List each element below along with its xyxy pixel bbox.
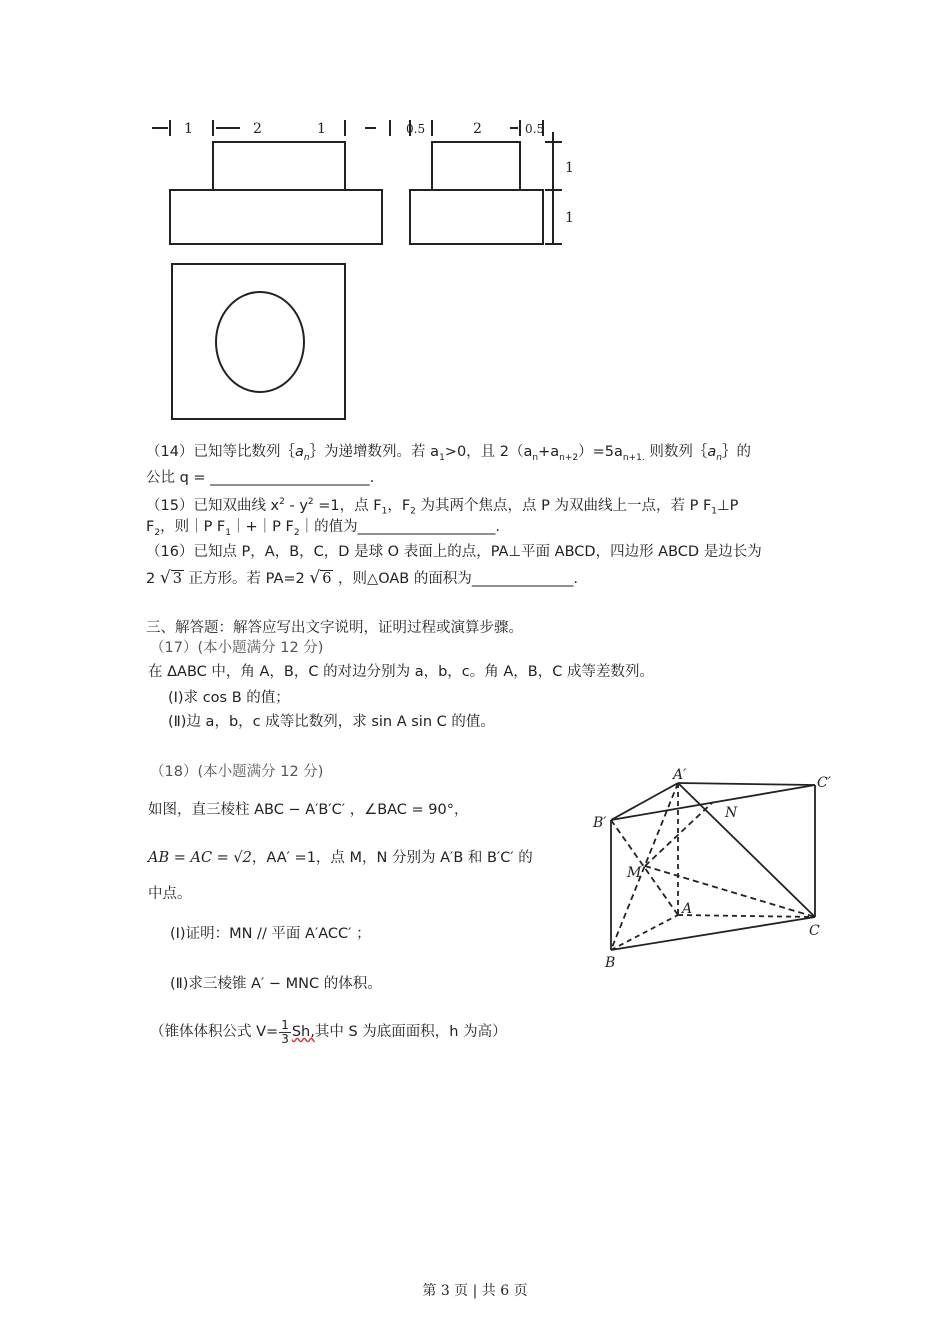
label-c: C — [809, 923, 820, 939]
label-a: A — [682, 901, 693, 917]
dim-height-2: 1 — [565, 210, 574, 226]
dim-side-2: 2 — [473, 121, 482, 137]
q14-line1: （14）已知等比数列$\{a_n\}$为递增数列。若 $a_1>0$，且 $2(a_n+a_{n+2})=5a_{n+1.}$ 则数列$\{a_n\}$的 — [146, 444, 751, 463]
q16-line2: 2 √ 3 正方形。若 PA=2 √ 6 ，则△OAB 的面积为______________. — [146, 568, 578, 588]
dim-front-2: 2 — [253, 121, 262, 137]
label-b-prime: B′ — [593, 815, 607, 831]
q16-line1: （16）已知点 P，A，B，C，D 是球 O 表面上的点，PA⊥平面 ABCD，四边形 ABCD 是边长为 — [146, 544, 762, 560]
q17-part1: (Ⅰ)求 cos B 的值； — [168, 690, 290, 706]
q14-line2: 公比 q = ______________________. — [146, 470, 375, 486]
front-view-base — [170, 190, 382, 244]
q17-part2: (Ⅱ)边 a，b，c 成等比数列，求 sin A sin C 的值。 — [168, 714, 495, 730]
section3-heading: 三、解答题：解答应写出文字说明，证明过程或演算步骤。 — [146, 620, 523, 636]
prism-figure — [585, 765, 845, 980]
label-a-prime: A′ — [673, 767, 687, 783]
q18-line3: 中点。 — [148, 886, 192, 902]
q18-part2: (Ⅱ)求三棱锥 A′ − MNC 的体积。 — [170, 976, 382, 992]
q18-line2: AB = AC = √2，AA′ =1，点 M，N 分别为 A′B 和 B′C′ 的 — [148, 850, 533, 866]
top-view-circle — [216, 292, 304, 392]
label-m: M — [627, 865, 642, 881]
fraction-one-third: $\frac{1}{3}$ — [281, 1017, 289, 1046]
side-view-base — [410, 190, 543, 244]
three-view-figure — [140, 110, 580, 430]
q17-line1: 在 ΔABC 中，角 A，B，C 的对边分别为 a，b，c。角 A，B，C 成等差数列。 — [148, 664, 654, 680]
page-footer: 第 3 页 | 共 6 页 — [422, 1283, 528, 1299]
label-c-prime: C′ — [817, 775, 831, 791]
q18-formula: （锥体体积公式 V= $\frac{1}{3}$ Sh,其中 S 为底面面积，h 为高） — [150, 1017, 507, 1046]
q15-line1: （15）已知双曲线 $x^2 - y^2 =1$，点 $F_1$，$F_2$ 为其两个焦点，点 P 为双曲线上一点，若 P $F_1\perp P$ — [146, 497, 739, 517]
q18-line1: 如图，直三棱柱 ABC − A′B′C′ ，∠BAC = 90°， — [148, 802, 469, 818]
label-b: B — [605, 955, 616, 971]
dim-side-1: 0.5 — [406, 122, 426, 136]
front-view-top-block — [213, 142, 345, 190]
q18-title: （18）(本小题满分 12 分) — [150, 764, 324, 780]
side-view-top-block — [432, 142, 520, 190]
q18-part1: (Ⅰ)证明：MN // 平面 A′ACC′ ； — [170, 926, 371, 942]
q15-line2: $F_2$，则｜P $F_1|+|P$ $F_2|$的值为___________________. — [146, 519, 500, 538]
dim-front-3: 1 — [317, 121, 326, 137]
q17-title: （17）(本小题满分 12 分) — [150, 640, 324, 656]
top-view-square — [172, 264, 345, 419]
dim-side-3: 0.5 — [525, 122, 545, 136]
dim-front-1: 1 — [184, 121, 193, 137]
dim-height-1: 1 — [565, 160, 574, 176]
label-n: N — [725, 805, 738, 821]
